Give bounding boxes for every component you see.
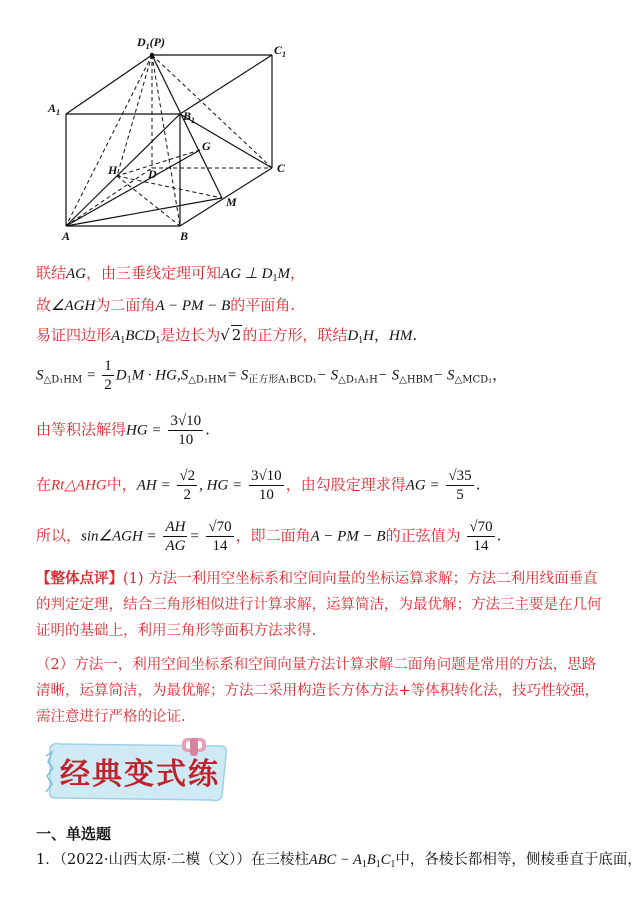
question-1: 1．（2022·山西太原·二模（文））在三棱柱ABC − $A_1B_1C_1$中，各棱长都相等，侧棱垂直于底面， [36,852,642,870]
label-a: A [62,229,71,243]
comment-paragraph-1: 【整体点评】(1) 方法一利用空坐标系和空间向量的坐标运算求解；方法二利用线面垂直的判定定理，结合三角形相似进行计算求解，运算简洁，为最优解；方法三主要是在几何证明的基础上，利用三角形等面积方法求得. [36,570,602,639]
edge-p-m [152,55,222,198]
fraction-ah-ag: $\frac{AH}{AG}$ [165,519,186,554]
solution-line-1: 联结AG，由三垂线定理可知AG ⊥ $D_1M$， [36,264,305,284]
comment-paragraph-2: （2）方法一，利用空间坐标系和空间向量方法计算求解二面角问题是常用的方法，思路清晰，运算简洁，为最优解；方法二采用构造长方体方法+等体积转化法，技巧性较强，需注意进行严格的论证. [36,657,600,725]
section-title: 一、单选题 [36,826,112,843]
fraction-ag: $\frac{√35}{5}$ [448,468,472,503]
cube-figure [40,28,310,248]
fraction-answer: $\frac{√70}{14}$ [469,519,493,554]
solution-line-3: 易证四边形$A_1BCD_1$是边长为√ 2的正方形，联结$D_1H$，HM. [36,326,418,346]
fraction-ah: $\frac{√2}{2}$ [179,468,196,503]
solution-line-2: 故∠AGH为二面角A − PM − B的平面角. [36,296,296,314]
edge-b1-c1 [180,55,272,114]
solution-line-6: 在Rt△AHG中，AH = $\frac{√2}{2}$ , HG = $\frac{3√10}{10}$ ，由勾股定理求得AG = $\frac{√35}{5}$ . [36,468,481,503]
label-c1: $C_1$ [274,43,287,59]
label-g: G [202,139,211,153]
point-p [150,53,154,57]
solution-line-5: 由等积法解得HG = $\frac{3√10}{10}$ . [36,413,210,448]
solution-line-7: 所以，sin∠AGH = $\frac{AH}{AG}$ = $\frac{√70}{14}$ ，即二面角A − PM − B的正弦值为 $\frac{√70}{14}$ . [36,519,502,554]
label-d: D [148,167,157,181]
svg-text:经典变式练: 经典变式练 [60,757,220,792]
fraction-hg2: $\frac{3√10}{10}$ [250,468,282,503]
label-b1: $B_1$ [183,109,196,125]
solution-line-4: $S_{\triangle D_1HM}$ = $\frac{1}{2}$ $D_1M \cdot HG,S_{\triangle D_1HM}= S_{正方形A_1BCD_1}- S_{\triangle D_1A_1H}- S_{\triangle HBM}- S_{\triangle MCD_1}$， [36,358,508,393]
label-a1: $A_1$ [48,101,61,117]
fraction-sin: $\frac{√70}{14}$ [208,519,232,554]
label-b: B [180,229,189,243]
label-h: H [108,163,118,177]
label-m: M [226,195,237,209]
fraction-half: $\frac{1}{2}$ [104,358,112,393]
label-d1p: $D_1(P)$ [137,35,165,51]
edge-a1-d1 [66,55,152,114]
fraction-hg: $\frac{3√10}{10}$ [170,413,202,448]
label-c: C [277,161,286,175]
banner-practice [44,738,230,804]
